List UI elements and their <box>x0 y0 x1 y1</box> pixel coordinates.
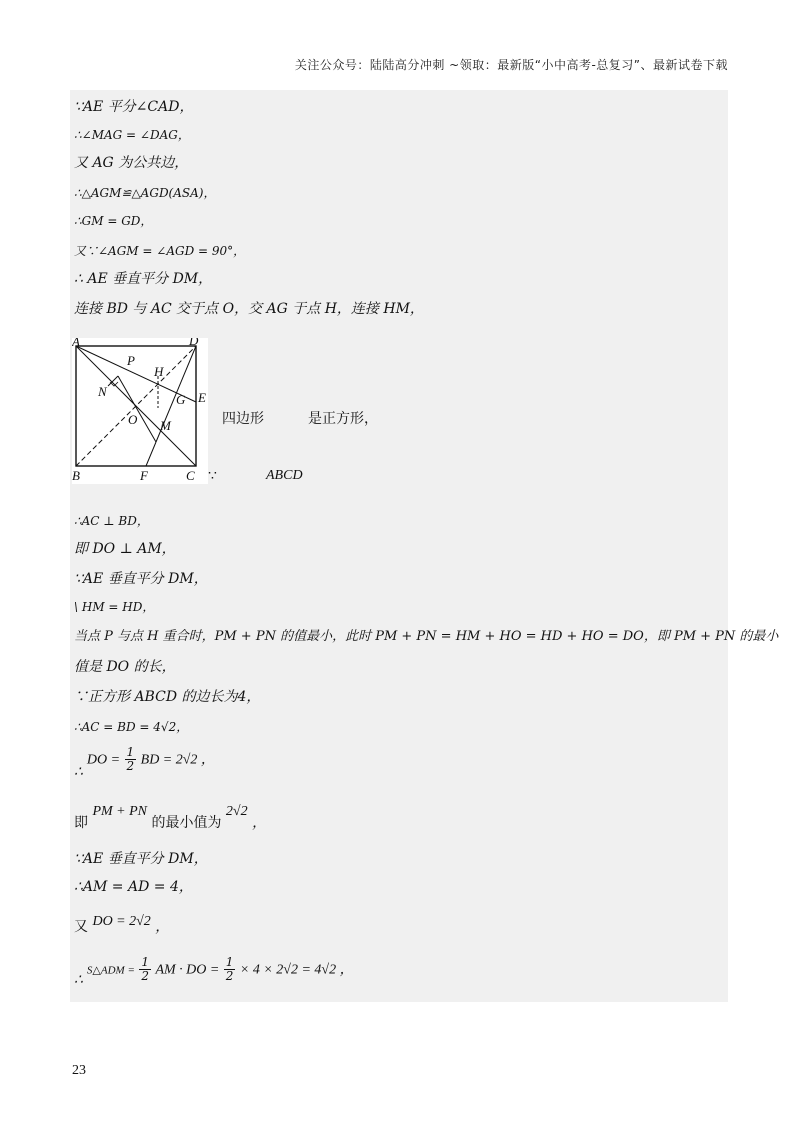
caption-because: ∵ <box>208 468 217 484</box>
label-d: D <box>189 338 199 348</box>
line-area: ∴S△ADM = $\frac{1}{2}$ AM · DO = $\frac{1}{2}$ × 4 × 2√2 = 4√2 ， <box>74 955 354 988</box>
line-also-do: 又 DO = 2√2 ， <box>74 914 170 935</box>
line-common-side: 又 AG 为公共边， <box>74 155 189 171</box>
label-e: E <box>198 390 206 405</box>
label-n: N <box>98 384 107 399</box>
line-gm-gd: ∴GM = GD， <box>74 214 153 228</box>
do-right: BD = 2√2 ， <box>140 752 215 768</box>
square-diagram <box>72 338 208 484</box>
line-ae-bisects: ∵AE 平分∠CAD， <box>74 99 194 115</box>
caption-quadrilateral: 四边形 <box>222 411 264 427</box>
line-do-length: 值是 DO 的长， <box>74 659 176 675</box>
line-side-length: ∵正方形 ABCD 的边长为4， <box>74 689 261 705</box>
label-p: P <box>127 353 135 368</box>
label-h: H <box>154 364 164 379</box>
therefore-symbol: ∴ <box>74 763 83 780</box>
fraction-half-1: $\frac{1}{2}$ <box>141 955 149 983</box>
do-left: DO = <box>86 752 121 768</box>
line-minimum-value: 即 PM + PN 的最小值为 2√2 ， <box>74 804 267 831</box>
label-b: B <box>72 468 80 483</box>
line-diagonals: ∴AC = BD = 4√2， <box>74 720 189 734</box>
line-right-angles: 又∵∠AGM = ∠AGD = 90°， <box>74 244 246 258</box>
line-hm-hd: \ HM = HD， <box>74 600 155 614</box>
caption-is-square: 是正方形， <box>308 411 378 427</box>
line-ac-perp-bd: ∴AC ⊥ BD， <box>74 514 149 528</box>
fraction-half: $\frac{1}{2}$ <box>126 745 135 773</box>
line-ae-bisects-dm: ∵AE 垂直平分 DM， <box>74 571 208 587</box>
fraction-half-2: $\frac{1}{2}$ <box>225 955 234 983</box>
line-congruent: ∴△AGM≌△AGD(ASA)， <box>74 186 216 200</box>
segment-mf <box>146 442 156 466</box>
line-ae-bisects-dm-2: ∵AE 垂直平分 DM， <box>74 851 208 867</box>
line-perpendicular-bisector: ∴ AE 垂直平分 DM， <box>74 271 213 287</box>
line-angle-equal: ∴∠MAG = ∠DAG， <box>74 128 190 142</box>
geometry-figure <box>72 338 208 484</box>
solution-block <box>70 90 779 1002</box>
page-number: 23 <box>72 1063 86 1078</box>
caption-abcd: ABCD <box>266 468 303 483</box>
label-g: G <box>176 392 186 407</box>
label-f: F <box>140 468 148 483</box>
label-m: M <box>160 418 171 433</box>
page-header: 关注公众号：陆陆高分冲刺 ~领取：最新版“小中高考-总复习”、最新试卷下载 <box>294 58 728 72</box>
line-do-value <box>74 745 215 780</box>
label-o: O <box>128 412 138 427</box>
line-am-ad: ∴AM = AD = 4， <box>74 879 193 895</box>
line-connect-bd: 连接 BD 与 AC 交于点 O，交 AG 于点 H，连接 HM， <box>74 301 424 317</box>
line-minimum-condition: 当点 P 与点 H 重合时，PM + PN 的值最小，此时 PM + PN = HM + HO = HD + HO = DO，即 PM + PN 的最小 <box>74 629 779 644</box>
label-a: A <box>72 338 80 349</box>
line-do-perp-am: 即 DO ⊥ AM， <box>74 541 176 557</box>
label-c: C <box>186 468 195 483</box>
segment-pm <box>118 376 156 442</box>
